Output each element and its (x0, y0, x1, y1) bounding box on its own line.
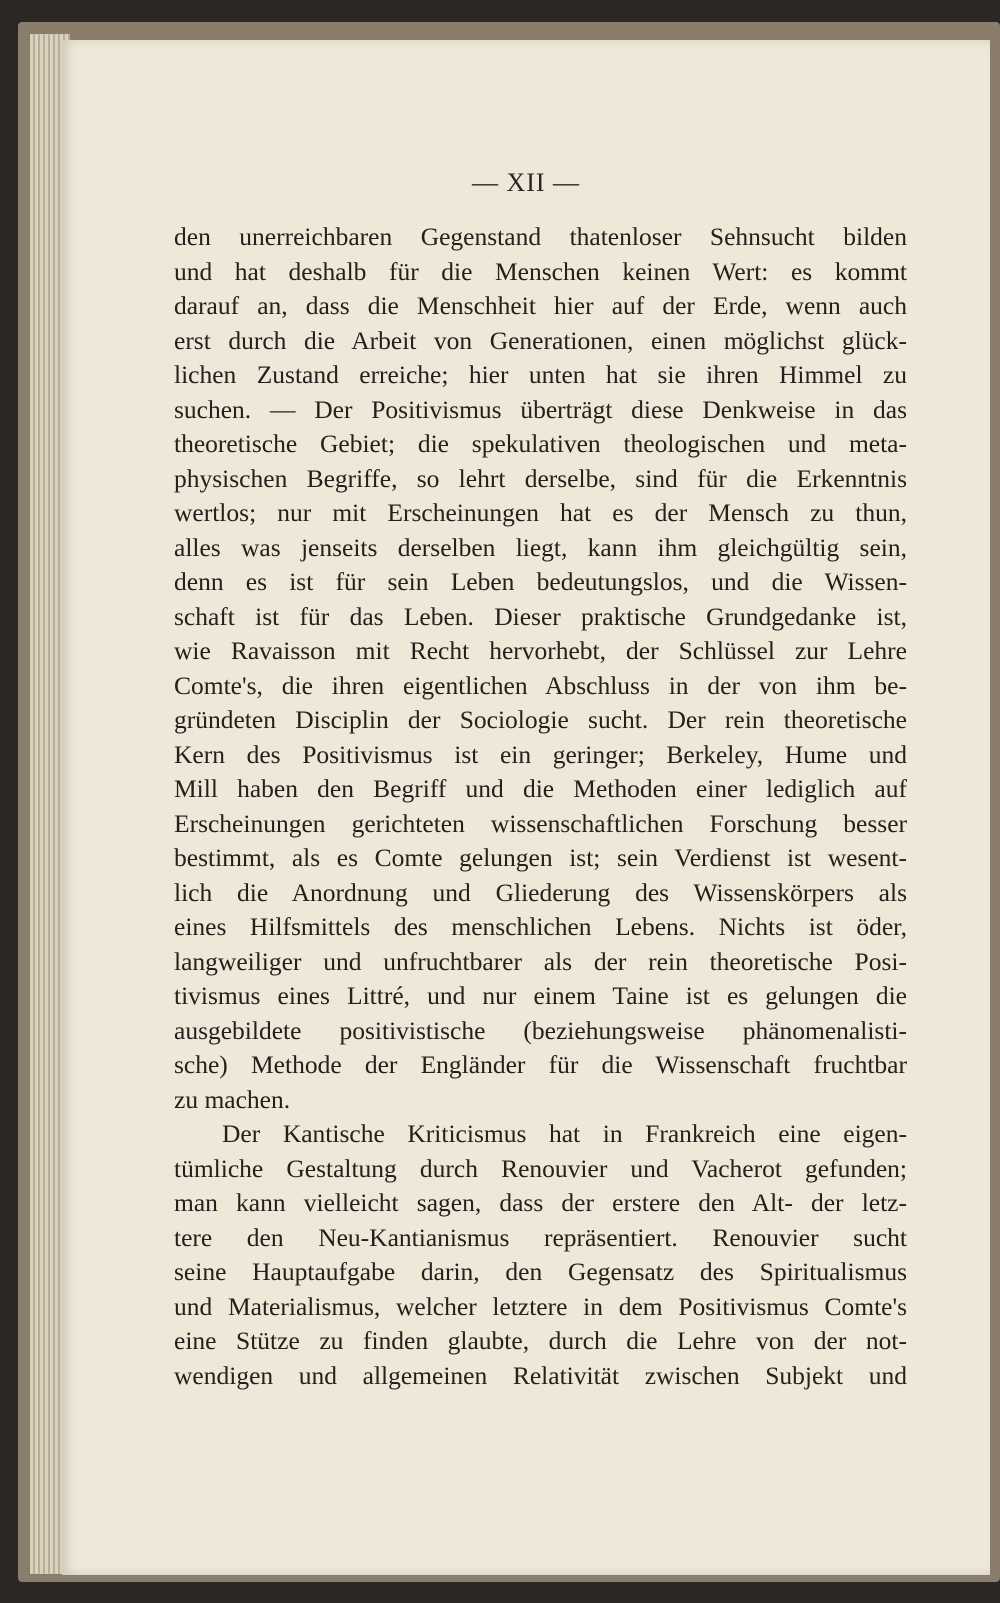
text-line: tivismus eines Littré, und nur einem Taine ist es gelungen die (174, 981, 907, 1010)
text-line: Comte's, die ihren eigentlichen Abschluss in der von ihm be- (174, 670, 907, 700)
text-line: tere den Neu-Kantianismus repräsentiert. Renouvier sucht (174, 1222, 907, 1252)
text-line: lich die Anordnung und Gliederung des Wissenskörpers als (174, 877, 907, 907)
page-number: — XII — (471, 168, 581, 197)
text-line: alles was jenseits derselben liegt, kann ihm gleichgültig sein, (174, 532, 907, 562)
text-line: Erscheinungen gerichteten wissenschaftlichen Forschung besser (174, 808, 907, 838)
text-line: Der Kantische Kriticismus hat in Frankreich eine eigen- (222, 1119, 907, 1148)
text-line: gründeten Disciplin der Sociologie sucht. Der rein theoretische (174, 705, 907, 734)
text-line: seine Hauptaufgabe darin, den Gegensatz des Spiritualismus (174, 1257, 907, 1286)
text-line: und Materialismus, welcher letztere in dem Positivismus Comte's (174, 1291, 907, 1321)
text-line: eine Stütze zu finden glaubte, durch die Lehre von der not- (174, 1326, 907, 1355)
book-page (62, 40, 990, 1575)
text-line: eines Hilfsmittels des menschlichen Lebens. Nichts ist öder, (174, 912, 907, 941)
paragraph-1 (174, 220, 907, 1117)
text-line: und hat deshalb für die Menschen keinen Wert: es kommt (174, 256, 907, 286)
text-line: langweiliger und unfruchtbarer als der rein theoretische Posi- (174, 946, 907, 976)
text-line: wertlos; nur mit Erscheinungen hat es der Mensch zu thun, (174, 498, 907, 527)
text-line: suchen. — Der Positivismus überträgt diese Denkweise in das (174, 394, 907, 424)
text-line: schaft ist für das Leben. Dieser praktische Grundgedanke ist, (174, 601, 907, 631)
text-line: man kann vielleicht sagen, dass der erstere den Alt- der letz- (174, 1188, 907, 1217)
text-line: denn es ist für sein Leben bedeutungslos, und die Wissen- (174, 567, 907, 596)
text-line: sche) Methode der Engländer für die Wissenschaft fruchtbar (174, 1050, 907, 1079)
text-line: den unerreichbaren Gegenstand thatenloser Sehnsucht bilden (174, 222, 907, 251)
page-text (174, 220, 907, 1393)
text-line: darauf an, dass die Menschheit hier auf der Erde, wenn auch (174, 291, 907, 320)
text-line: lichen Zustand erreiche; hier unten hat sie ihren Himmel zu (174, 360, 907, 389)
paragraph-2 (174, 1117, 907, 1393)
text-line: bestimmt, als es Comte gelungen ist; sein Verdienst ist wesent- (174, 843, 907, 872)
text-line: theoretische Gebiet; die spekulativen theologischen und meta- (174, 429, 907, 458)
text-line: physischen Begriffe, so lehrt derselbe, sind für die Erkenntnis (174, 463, 907, 493)
text-line: erst durch die Arbeit von Generationen, einen möglichst glück- (174, 325, 907, 355)
text-line: wie Ravaisson mit Recht hervorhebt, der Schlüssel zur Lehre (174, 636, 907, 665)
text-line: Kern des Positivismus ist ein geringer; Berkeley, Hume und (174, 739, 907, 769)
text-line: zu machen. (174, 1084, 291, 1114)
text-line: wendigen und allgemeinen Relativität zwischen Subjekt und (174, 1360, 907, 1390)
text-line: tümliche Gestaltung durch Renouvier und Vacherot gefunden; (174, 1153, 907, 1183)
text-line: Mill haben den Begriff und die Methoden einer lediglich auf (174, 774, 907, 803)
text-line: ausgebildete positivistische (beziehungsweise phänomenalisti- (174, 1015, 907, 1045)
